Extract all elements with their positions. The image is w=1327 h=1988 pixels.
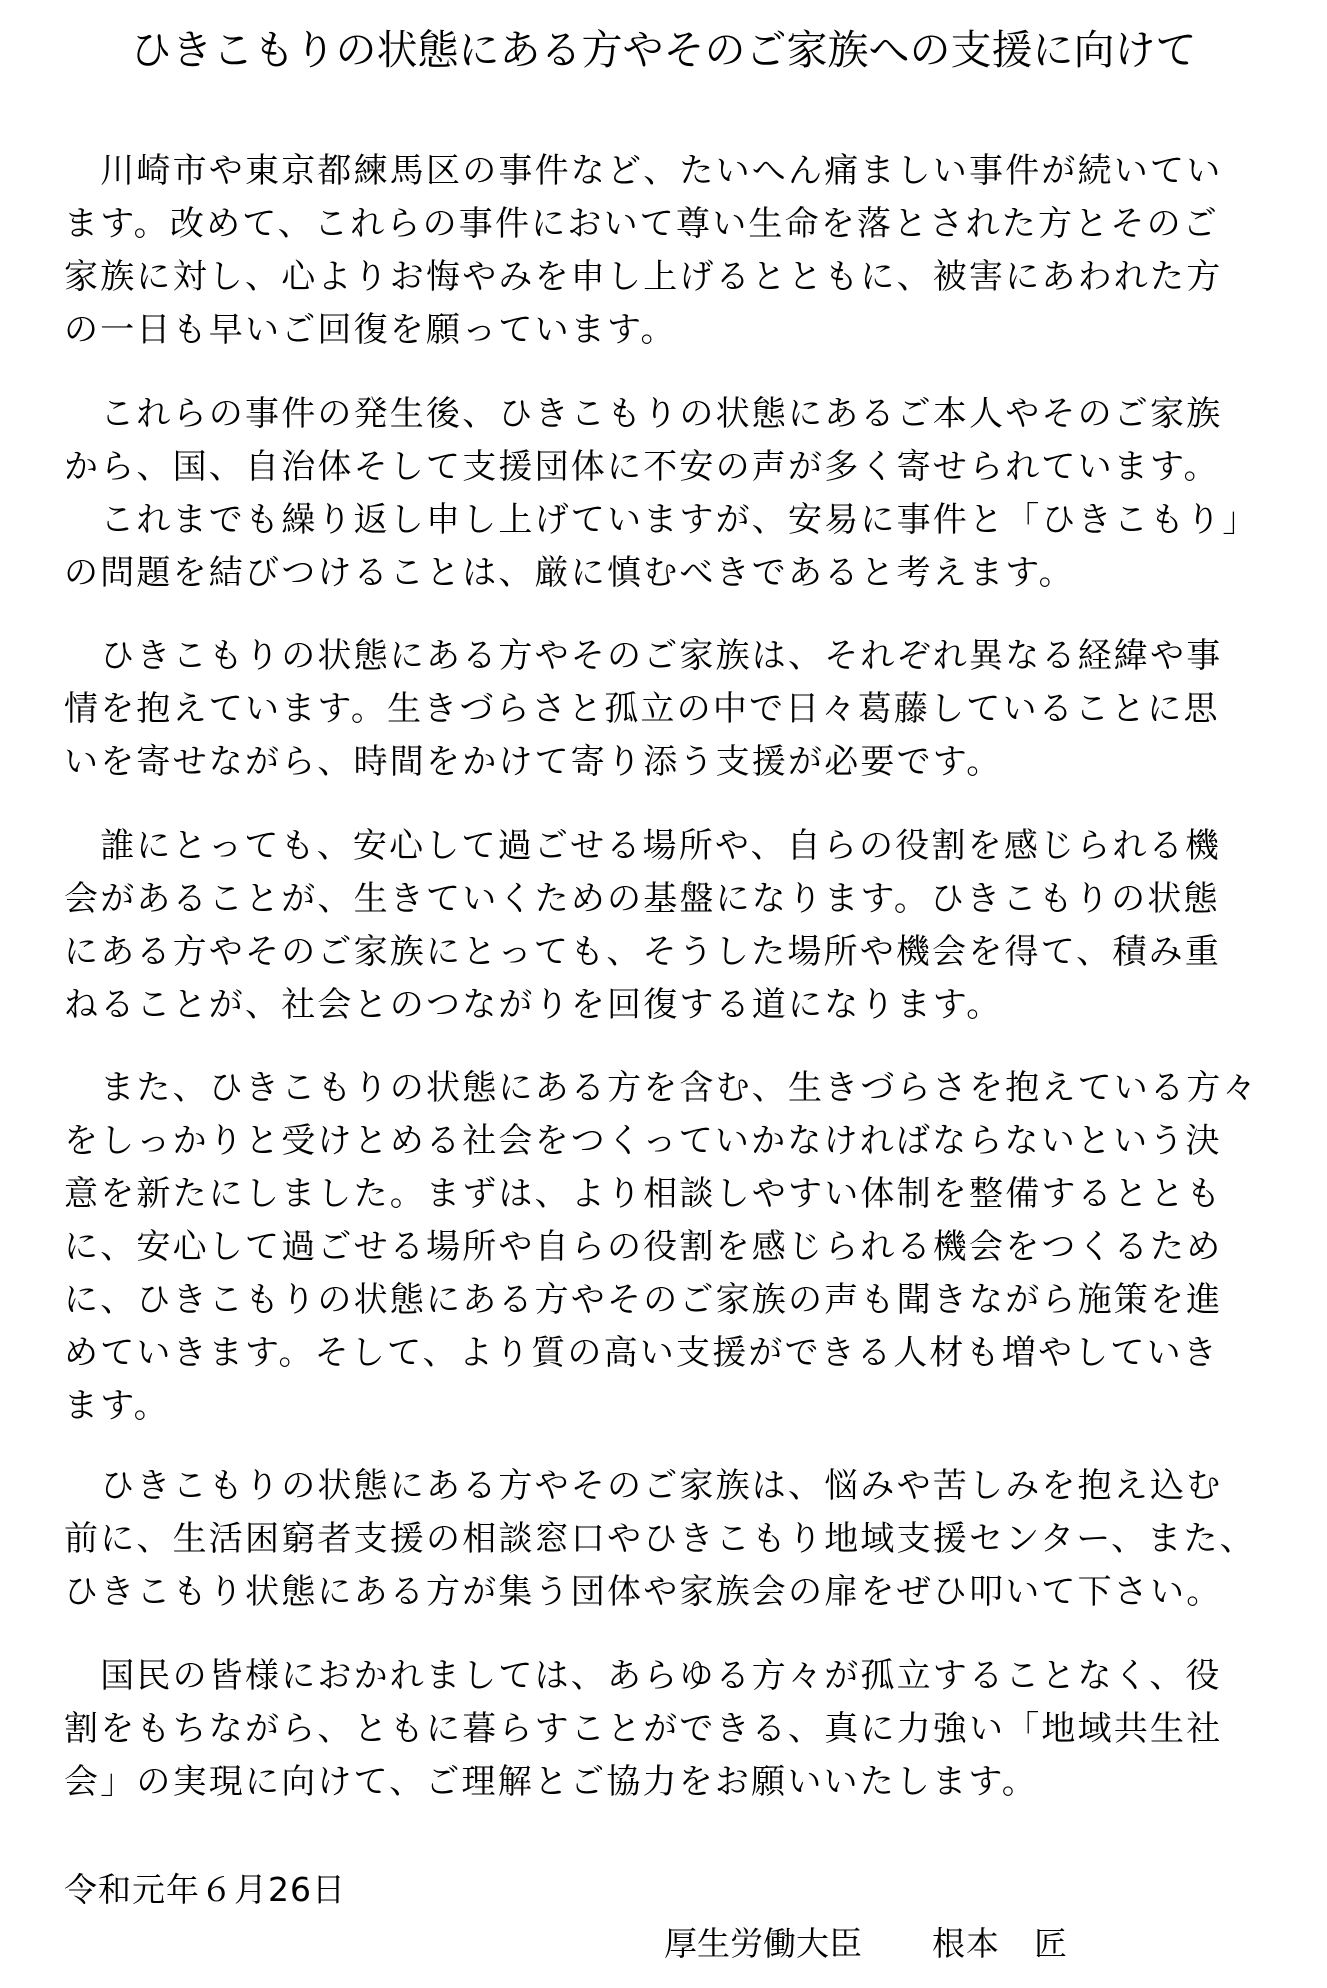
document-date: 令和元年６月26日 bbox=[64, 1870, 346, 1909]
signature-position: 厚生労働大臣 bbox=[664, 1924, 862, 1963]
paragraph-line: 情を抱えています。生きづらさと孤立の中で日々葛藤していることに思 bbox=[64, 689, 1220, 729]
paragraph-line: の一日も早いご回復を願っています。 bbox=[64, 310, 677, 350]
paragraph-line: 誰にとっても、安心して過ごせる場所や、自らの役割を感じられる機 bbox=[64, 826, 1222, 866]
paragraph-line: ます。 bbox=[64, 1386, 170, 1426]
paragraph-4 bbox=[64, 820, 1264, 1032]
signature-block bbox=[664, 1920, 1068, 1968]
paragraph-line: 会があることが、生きていくための基盤になります。ひきこもりの状態 bbox=[64, 879, 1220, 919]
paragraph-line: 意を新たにしました。まずは、より相談しやすい体制を整備するととも bbox=[64, 1174, 1223, 1214]
paragraph-line: から、国、自治体そして支援団体に不安の声が多く寄せられています。 bbox=[64, 447, 1220, 487]
paragraph-line: いを寄せながら、時間をかけて寄り添う支援が必要です。 bbox=[64, 742, 1003, 782]
paragraph-line: をしっかりと受けとめる社会をつくっていかなければならないという決 bbox=[64, 1121, 1222, 1161]
paragraph-line: ひきこもりの状態にある方やそのご家族は、それぞれ異なる経緯や事 bbox=[64, 636, 1223, 676]
paragraph-6 bbox=[64, 1460, 1264, 1619]
paragraph-line: これまでも繰り返し申し上げていますが、安易に事件と「ひきこもり」 bbox=[64, 500, 1259, 540]
signature-name: 根本 匠 bbox=[932, 1924, 1068, 1963]
paragraph-line: ひきこもりの状態にある方やそのご家族は、悩みや苦しみを抱え込む bbox=[64, 1466, 1223, 1506]
paragraph-line: 割をもちながら、ともに暮らすことができる、真に力強い「地域共生社 bbox=[64, 1709, 1223, 1749]
paragraph-line: 前に、生活困窮者支援の相談窓口やひきこもり地域支援センター、また、 bbox=[64, 1519, 1256, 1559]
paragraph-line: 家族に対し、心よりお悔やみを申し上げるとともに、被害にあわれた方 bbox=[64, 257, 1223, 297]
paragraph-line: 国民の皆様におかれましては、あらゆる方々が孤立することなく、役 bbox=[64, 1656, 1222, 1696]
paragraph-5 bbox=[64, 1062, 1264, 1433]
document-title: ひきこもりの状態にある方やそのご家族への支援に向けて bbox=[130, 26, 1197, 74]
paragraph-2 bbox=[64, 388, 1264, 600]
paragraph-line: また、ひきこもりの状態にある方を含む、生きづらさを抱えている方々 bbox=[64, 1068, 1259, 1108]
paragraph-line: ます。改めて、これらの事件において尊い生命を落とされた方とそのご bbox=[64, 204, 1219, 244]
paragraph-line: 会」の実現に向けて、ご理解とご協力をお願いいたします。 bbox=[64, 1762, 1038, 1802]
paragraph-line: 川崎市や東京都練馬区の事件など、たいへん痛ましい事件が続いてい bbox=[64, 151, 1223, 191]
paragraph-3 bbox=[64, 630, 1264, 789]
paragraph-line: ひきこもり状態にある方が集う団体や家族会の扉をぜひ叩いて下さい。 bbox=[64, 1572, 1223, 1612]
paragraph-line: の問題を結びつけることは、厳に慎むべきであると考えます。 bbox=[64, 553, 1075, 593]
paragraph-7 bbox=[64, 1650, 1264, 1809]
paragraph-line: に、ひきこもりの状態にある方やそのご家族の声も聞きながら施策を進 bbox=[64, 1280, 1223, 1320]
paragraph-line: これらの事件の発生後、ひきこもりの状態にあるご本人やそのご家族 bbox=[64, 394, 1223, 434]
paragraph-1 bbox=[64, 145, 1264, 357]
paragraph-line: ねることが、社会とのつながりを回復する道になります。 bbox=[64, 985, 1003, 1025]
paragraph-line: にある方やそのご家族にとっても、そうした場所や機会を得て、積み重 bbox=[64, 932, 1222, 972]
paragraph-line: に、安心して過ごせる場所や自らの役割を感じられる機会をつくるため bbox=[64, 1227, 1223, 1267]
paragraph-line: めていきます。そして、より質の高い支援ができる人材も増やしていき bbox=[64, 1333, 1219, 1373]
